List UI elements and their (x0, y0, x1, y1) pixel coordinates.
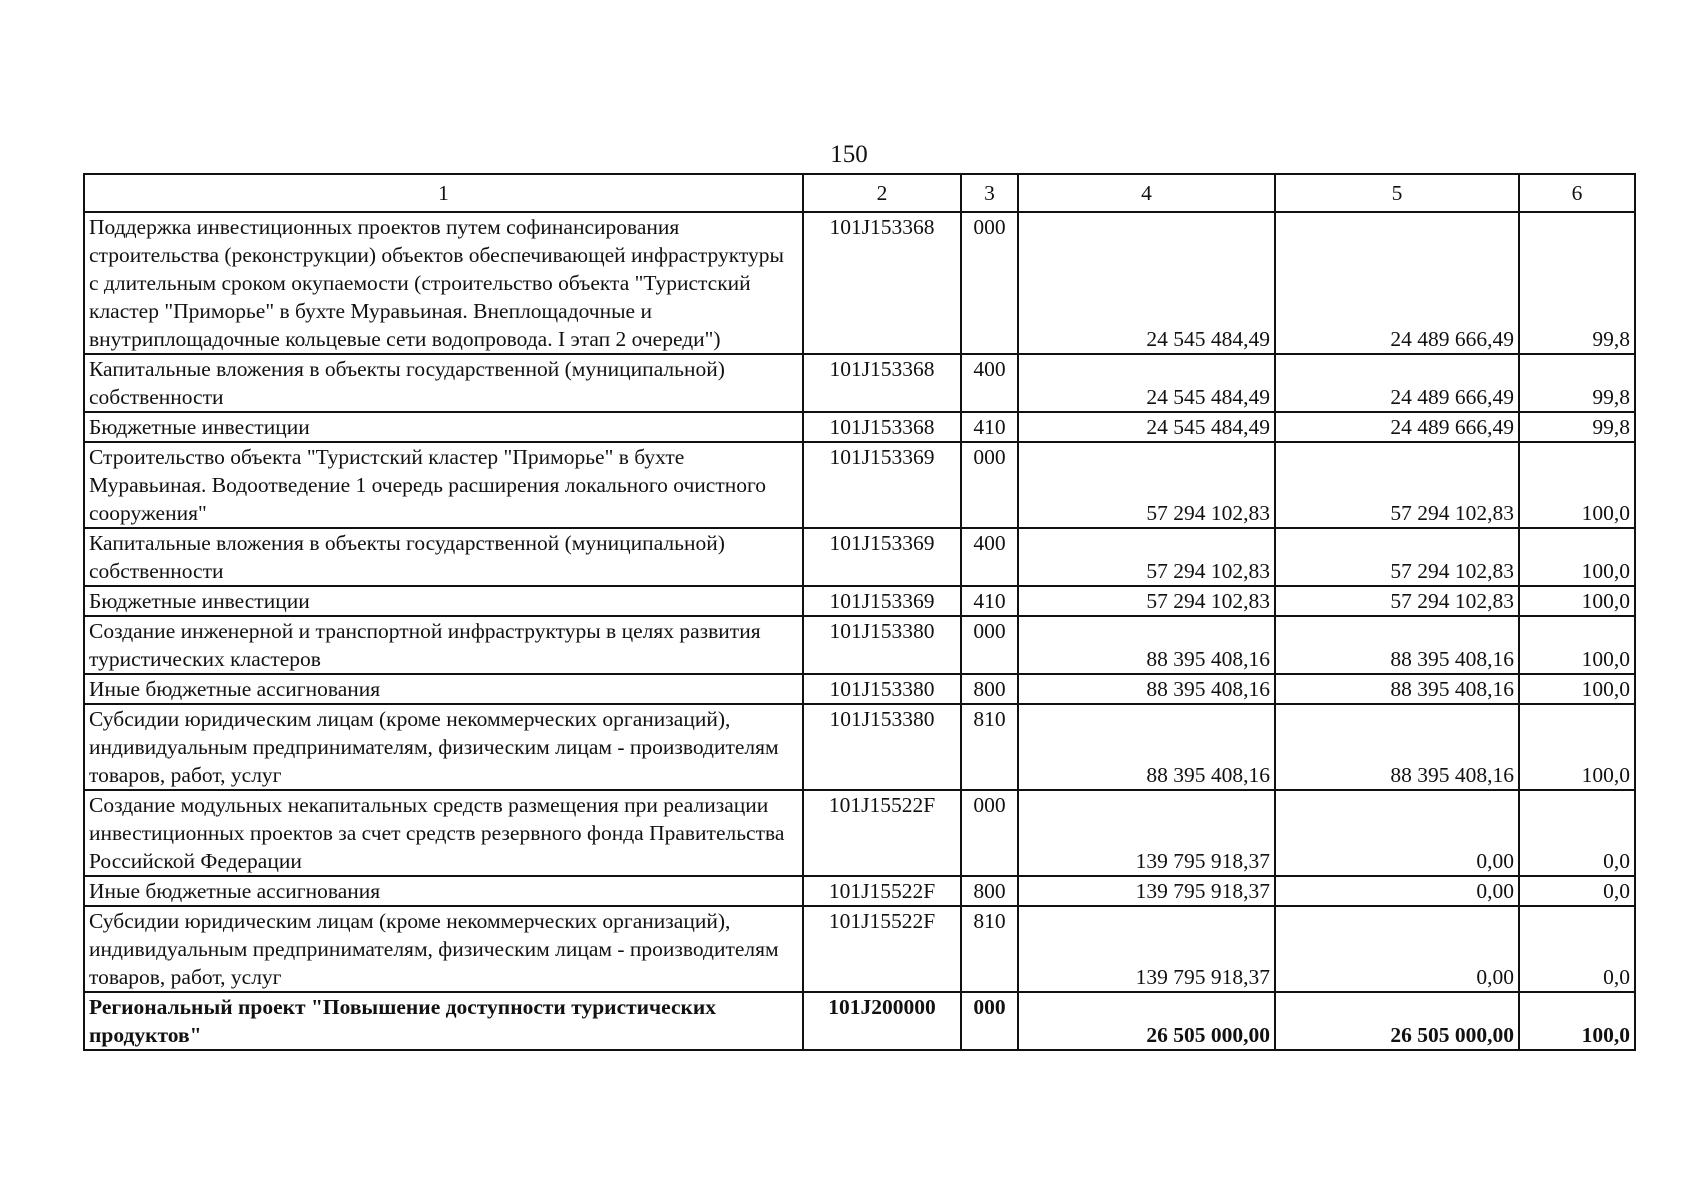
row-name-cell: Бюджетные инвестиции (84, 586, 803, 616)
row-kind-cell: 400 (961, 528, 1018, 586)
row-code-cell: 101J153369 (803, 442, 961, 528)
column-header-1: 1 (84, 174, 803, 212)
row-code-cell: 101J153380 (803, 616, 961, 674)
row-executed-amount-cell: 88 395 408,16 (1275, 704, 1519, 790)
row-name-cell: Иные бюджетные ассигнования (84, 876, 803, 906)
row-code-cell: 101J153368 (803, 212, 961, 354)
row-name-cell: Создание инженерной и транспортной инфраструктуры в целях развития туристических кластеров (84, 616, 803, 674)
row-percent-cell: 99,8 (1519, 212, 1635, 354)
row-name-cell: Строительство объекта "Туристский кластер "Приморье" в бухте Муравьиная. Водоотведение 1 очередь расширения локального очистного сооружения" (84, 442, 803, 528)
row-executed-amount-cell: 24 489 666,49 (1275, 354, 1519, 412)
row-planned-amount-cell: 88 395 408,16 (1018, 704, 1275, 790)
row-kind-cell: 000 (961, 790, 1018, 876)
row-percent-cell: 100,0 (1519, 442, 1635, 528)
row-planned-amount-cell: 24 545 484,49 (1018, 354, 1275, 412)
row-executed-amount-cell: 88 395 408,16 (1275, 674, 1519, 704)
row-percent-cell: 0,0 (1519, 790, 1635, 876)
table-row (84, 790, 1635, 876)
row-code-cell: 101J153369 (803, 586, 961, 616)
row-name-cell: Субсидии юридическим лицам (кроме некоммерческих организаций), индивидуальным предпринимателям, физическим лицам - производителям товаров, работ, услуг (84, 704, 803, 790)
row-percent-cell: 99,8 (1519, 412, 1635, 442)
row-percent-cell: 99,8 (1519, 354, 1635, 412)
row-percent-cell: 100,0 (1519, 704, 1635, 790)
column-header-2: 2 (803, 174, 961, 212)
row-percent-cell: 100,0 (1519, 528, 1635, 586)
row-planned-amount-cell: 88 395 408,16 (1018, 674, 1275, 704)
row-planned-amount-cell: 139 795 918,37 (1018, 790, 1275, 876)
row-code-cell: 101J15522F (803, 876, 961, 906)
row-kind-cell: 800 (961, 876, 1018, 906)
row-kind-cell: 400 (961, 354, 1018, 412)
row-planned-amount-cell: 57 294 102,83 (1018, 528, 1275, 586)
row-name-cell: Региональный проект "Повышение доступности туристических продуктов" (84, 992, 803, 1050)
row-percent-cell: 100,0 (1519, 616, 1635, 674)
table-header-row (84, 174, 1635, 212)
column-header-3: 3 (961, 174, 1018, 212)
row-code-cell: 101J15522F (803, 790, 961, 876)
table-row (84, 586, 1635, 616)
row-kind-cell: 000 (961, 442, 1018, 528)
row-executed-amount-cell: 57 294 102,83 (1275, 442, 1519, 528)
row-name-cell: Поддержка инвестиционных проектов путем софинансирования строительства (реконструкции) объектов обеспечивающей инфраструктуры с длительным сроком окупаемости (строительство объекта "Туристский кластер "Приморье" в бухте Муравьиная. Внеплощадочные и внутриплощадочные кольцевые сети водопровода. I этап 2 очереди") (84, 212, 803, 354)
row-executed-amount-cell: 88 395 408,16 (1275, 616, 1519, 674)
row-name-cell: Капитальные вложения в объекты государственной (муниципальной) собственности (84, 354, 803, 412)
row-executed-amount-cell: 57 294 102,83 (1275, 586, 1519, 616)
table-row (84, 876, 1635, 906)
row-kind-cell: 410 (961, 586, 1018, 616)
column-header-6: 6 (1519, 174, 1635, 212)
row-planned-amount-cell: 57 294 102,83 (1018, 442, 1275, 528)
table-row (84, 674, 1635, 704)
table-row (84, 412, 1635, 442)
row-name-cell: Бюджетные инвестиции (84, 412, 803, 442)
row-planned-amount-cell: 24 545 484,49 (1018, 212, 1275, 354)
row-executed-amount-cell: 0,00 (1275, 906, 1519, 992)
row-kind-cell: 000 (961, 212, 1018, 354)
row-planned-amount-cell: 139 795 918,37 (1018, 906, 1275, 992)
row-planned-amount-cell: 88 395 408,16 (1018, 616, 1275, 674)
table-row (84, 616, 1635, 674)
row-percent-cell: 100,0 (1519, 674, 1635, 704)
row-name-cell: Иные бюджетные ассигнования (84, 674, 803, 704)
row-code-cell: 101J153380 (803, 704, 961, 790)
row-kind-cell: 410 (961, 412, 1018, 442)
table-row (84, 212, 1635, 354)
table-row (84, 354, 1635, 412)
row-name-cell: Создание модульных некапитальных средств размещения при реализации инвестиционных проектов за счет средств резервного фонда Правительства Российской Федерации (84, 790, 803, 876)
table-row (84, 528, 1635, 586)
row-percent-cell: 0,0 (1519, 906, 1635, 992)
row-percent-cell: 100,0 (1519, 992, 1635, 1050)
row-planned-amount-cell: 139 795 918,37 (1018, 876, 1275, 906)
table-row (84, 992, 1635, 1050)
row-code-cell: 101J15522F (803, 906, 961, 992)
row-executed-amount-cell: 0,00 (1275, 790, 1519, 876)
table-row (84, 704, 1635, 790)
row-kind-cell: 000 (961, 616, 1018, 674)
table-row (84, 906, 1635, 992)
row-kind-cell: 810 (961, 906, 1018, 992)
row-kind-cell: 810 (961, 704, 1018, 790)
row-executed-amount-cell: 57 294 102,83 (1275, 528, 1519, 586)
row-code-cell: 101J153368 (803, 354, 961, 412)
row-planned-amount-cell: 24 545 484,49 (1018, 412, 1275, 442)
row-executed-amount-cell: 26 505 000,00 (1275, 992, 1519, 1050)
row-percent-cell: 100,0 (1519, 586, 1635, 616)
row-executed-amount-cell: 24 489 666,49 (1275, 212, 1519, 354)
row-name-cell: Субсидии юридическим лицам (кроме некоммерческих организаций), индивидуальным предпринимателям, физическим лицам - производителям товаров, работ, услуг (84, 906, 803, 992)
row-planned-amount-cell: 57 294 102,83 (1018, 586, 1275, 616)
row-planned-amount-cell: 26 505 000,00 (1018, 992, 1275, 1050)
row-code-cell: 101J153369 (803, 528, 961, 586)
column-header-5: 5 (1275, 174, 1519, 212)
row-percent-cell: 0,0 (1519, 876, 1635, 906)
budget-execution-table (83, 173, 1636, 1051)
row-executed-amount-cell: 0,00 (1275, 876, 1519, 906)
page-number: 150 (830, 141, 868, 168)
row-code-cell: 101J153368 (803, 412, 961, 442)
row-code-cell: 101J200000 (803, 992, 961, 1050)
row-code-cell: 101J153380 (803, 674, 961, 704)
row-executed-amount-cell: 24 489 666,49 (1275, 412, 1519, 442)
table-row (84, 442, 1635, 528)
row-kind-cell: 800 (961, 674, 1018, 704)
row-name-cell: Капитальные вложения в объекты государственной (муниципальной) собственности (84, 528, 803, 586)
column-header-4: 4 (1018, 174, 1275, 212)
row-kind-cell: 000 (961, 992, 1018, 1050)
